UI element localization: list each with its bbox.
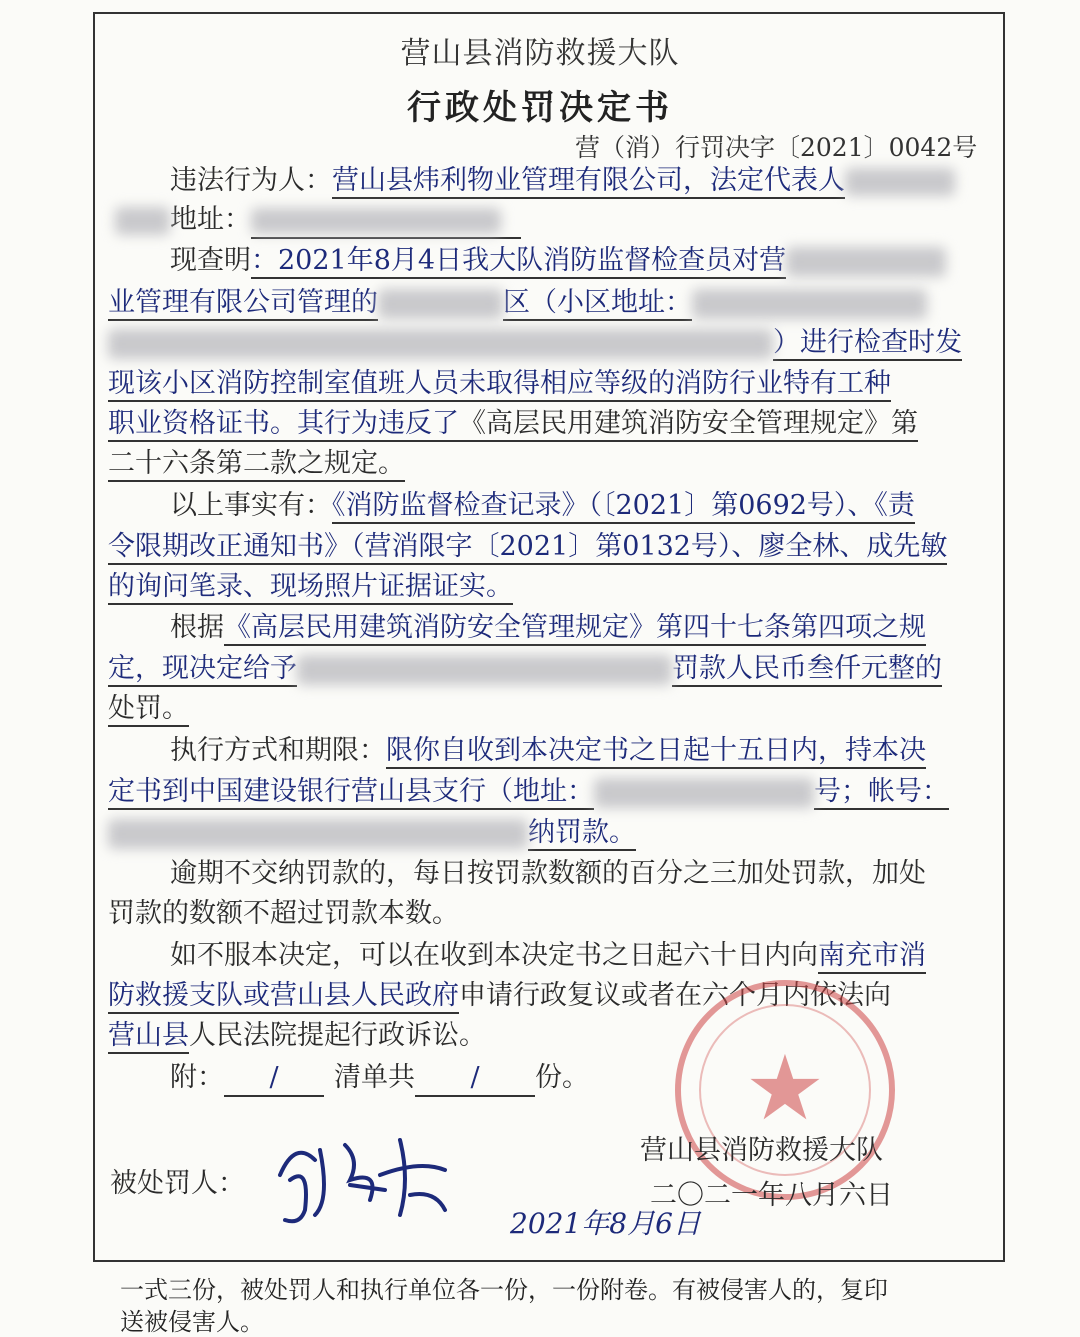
evidence-line-1 bbox=[170, 490, 915, 522]
overdue-text: 逾期不交纳罚款的，每日按罚款数额的百分之三加处罚款，加处 bbox=[170, 858, 926, 889]
execution-text: 纳罚款。 bbox=[528, 817, 636, 851]
decision-text: 《高层民用建筑消防安全管理规定》第四十七条第四项之规 bbox=[224, 612, 926, 646]
facts-line-1 bbox=[170, 245, 946, 277]
redacted-block bbox=[378, 289, 503, 319]
party-name: 营山县炜利物业管理有限公司，法定代表人 bbox=[332, 165, 845, 199]
fine-amount: 罚款人民币叁仟元整的 bbox=[672, 653, 942, 687]
appeal-court: 营山县 bbox=[108, 1020, 189, 1054]
decision-text: 定，现决定给予 bbox=[108, 653, 297, 687]
execution-line-2 bbox=[108, 776, 949, 808]
appeal-text: 如不服本决定，可以在收到本决定书之日起六十日内向 bbox=[170, 940, 818, 971]
appeal-line-1 bbox=[170, 940, 926, 972]
party-line bbox=[170, 165, 955, 197]
address-value bbox=[251, 204, 521, 239]
footer-note-2: 送被侵害人。 bbox=[120, 1308, 264, 1336]
redacted-block bbox=[115, 207, 170, 235]
facts-label: 现查明 bbox=[170, 245, 251, 276]
facts-line-2 bbox=[108, 287, 927, 319]
redacted-block bbox=[786, 247, 946, 277]
facts-text: 区（小区地址： bbox=[503, 287, 692, 321]
party-label: 违法行为人： bbox=[170, 165, 332, 196]
document-number: 营（消）行罚决字〔2021〕0042号 bbox=[575, 133, 978, 162]
address-label: 地址： bbox=[170, 204, 251, 235]
facts-line-4 bbox=[108, 368, 891, 400]
facts-text: ：2021年8月4日我大队消防监督检查员对营 bbox=[251, 245, 786, 279]
evidence-text: 令限期改正通知书》（营消限字〔2021〕第0132号）、廖全林、成先敏 bbox=[108, 531, 947, 565]
facts-text: ）进行检查时发 bbox=[773, 327, 962, 361]
evidence-line-3 bbox=[108, 571, 513, 603]
redacted-block bbox=[594, 778, 814, 808]
decision-text: 处罚。 bbox=[108, 693, 189, 727]
decision-text: 根据 bbox=[170, 612, 224, 643]
appeal-text: 申请行政复议或者在六个月内依法向 bbox=[459, 980, 891, 1011]
recipient-label: 被处罚人： bbox=[110, 1168, 245, 1199]
facts-text: 二十六条第二款之规定。 bbox=[108, 448, 405, 482]
execution-label: 执行方式和期限： bbox=[170, 735, 386, 766]
decision-line-2 bbox=[108, 653, 942, 685]
attachment-suffix: 份。 bbox=[535, 1062, 589, 1093]
attachment-label: 附： bbox=[170, 1062, 224, 1093]
address-line bbox=[115, 204, 521, 239]
execution-line-3 bbox=[108, 817, 636, 849]
signed-date: 2021年8月6日 bbox=[510, 1207, 701, 1240]
overdue-line-2 bbox=[108, 898, 459, 930]
decision-line-1 bbox=[170, 612, 926, 644]
facts-line-6 bbox=[108, 448, 405, 480]
appeal-line-3 bbox=[108, 1020, 486, 1052]
handwritten-signature bbox=[260, 1120, 460, 1230]
regulation-reference: 《高层民用建筑消防安全管理规定》第 bbox=[459, 408, 918, 442]
issuing-agency: 营山县消防救援大队 bbox=[400, 36, 680, 71]
attachment-line bbox=[170, 1062, 589, 1097]
redacted-block bbox=[108, 819, 528, 849]
overdue-text: 罚款的数额不超过罚款本数。 bbox=[108, 898, 459, 929]
appeal-authority: 防救援支队或营山县人民政府 bbox=[108, 980, 459, 1014]
facts-text: 业管理有限公司管理的 bbox=[108, 287, 378, 321]
facts-text: 现该小区消防控制室值班人员未取得相应等级的消防行业特有工种 bbox=[108, 368, 891, 402]
facts-line-3 bbox=[108, 327, 962, 359]
overdue-line-1 bbox=[170, 858, 926, 890]
signing-agency: 营山县消防救援大队 bbox=[640, 1135, 883, 1166]
execution-text: 号；帐号： bbox=[814, 776, 949, 810]
decision-line-3 bbox=[108, 693, 189, 725]
redacted-block bbox=[692, 289, 927, 319]
evidence-label: 以上事实有： bbox=[170, 490, 332, 521]
evidence-text: 《消防监督检查记录》（〔2021〕第0692号）、《责 bbox=[332, 490, 915, 524]
evidence-text: 的询问笔录、现场照片证据证实。 bbox=[108, 571, 513, 605]
facts-line-5 bbox=[108, 408, 918, 440]
execution-line-1 bbox=[170, 735, 926, 767]
redacted-block bbox=[251, 208, 501, 234]
official-seal bbox=[675, 980, 895, 1200]
document-title: 行政处罚决定书 bbox=[407, 88, 673, 128]
attachment-value: / bbox=[224, 1062, 324, 1097]
redacted-block bbox=[845, 168, 955, 196]
execution-text: 定书到中国建设银行营山县支行（地址： bbox=[108, 776, 594, 810]
redacted-block bbox=[297, 655, 672, 685]
evidence-line-2 bbox=[108, 531, 947, 563]
appeal-text: 人民法院提起行政诉讼。 bbox=[189, 1020, 486, 1051]
footer-note-1: 一式三份，被处罚人和执行单位各一份，一份附卷。有被侵害人的，复印 bbox=[120, 1276, 888, 1304]
seal-star-icon: ★ bbox=[744, 1036, 826, 1141]
redacted-block bbox=[108, 329, 773, 359]
facts-text: 职业资格证书。其行为违反了 bbox=[108, 408, 459, 442]
attachment-count: / bbox=[415, 1062, 535, 1097]
signing-date: 二〇二一年八月六日 bbox=[650, 1180, 893, 1211]
appeal-authority: 南充市消 bbox=[818, 940, 926, 974]
attachment-label: 清单共 bbox=[334, 1062, 415, 1093]
execution-text: 限你自收到本决定书之日起十五日内，持本决 bbox=[386, 735, 926, 769]
